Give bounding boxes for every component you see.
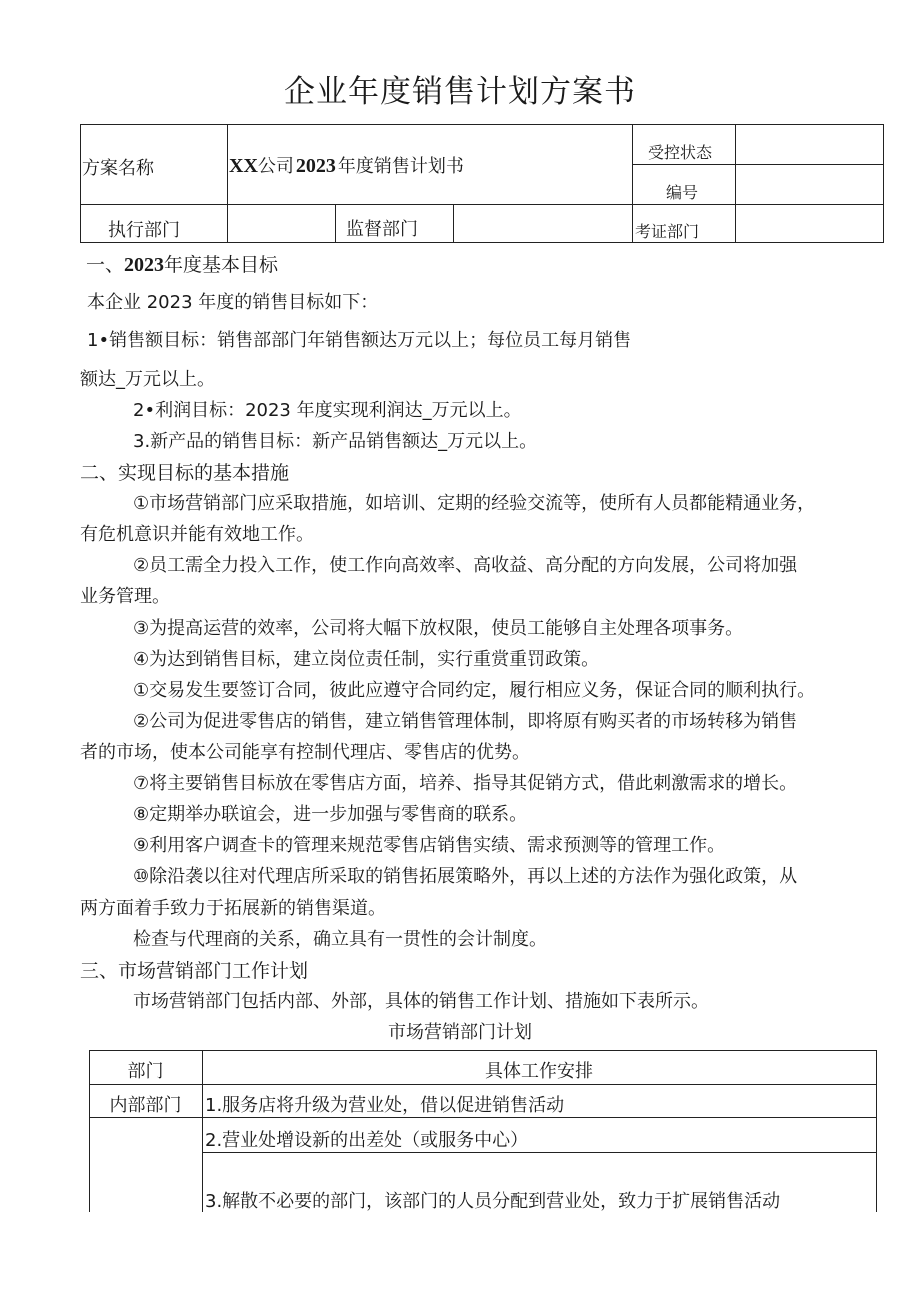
section3-intro: 市场营销部门包括内部、外部，具体的销售工作计划、措施如下表所示。 [133, 991, 709, 1012]
section1-item1-line1: 1•销售额目标：销售部部门年销售额达万元以上；每位员工每月销售 [87, 330, 632, 351]
row2-work: 2.营业处增设新的出差处（或服务中心） [205, 1130, 529, 1151]
section1-intro: 本企业 2023 年度的销售目标如下： [87, 292, 379, 313]
col-header-work: 具体工作安排 [485, 1061, 593, 1082]
section1-heading-prefix: 一、 [86, 254, 125, 276]
table-caption: 市场营销部门计划 [388, 1022, 532, 1043]
row1-dept: 内部部门 [109, 1095, 182, 1116]
table-divider [735, 124, 736, 243]
table-border-top [80, 124, 884, 125]
table-divider [453, 204, 454, 243]
plan-name-value [229, 152, 464, 178]
verify-dept-label: 考证部门 [635, 222, 700, 241]
section1-item2: 2•利润目标：2023 年度实现利润达_万元以上。 [133, 400, 522, 421]
section1-item1-line2: 额达_万元以上。 [80, 369, 215, 390]
table-border-right [876, 1050, 877, 1212]
section2-p4: ④为达到销售目标，建立岗位责任制，实行重赏重罚政策。 [133, 649, 600, 670]
number-label: 编号 [666, 183, 699, 202]
table-divider [202, 1152, 877, 1153]
section1-heading [86, 254, 278, 276]
table-border-bottom [80, 242, 884, 243]
section2-p11: 检查与代理商的关系，确立具有一贯性的会计制度。 [133, 929, 547, 950]
plan-name-suffix: 年度销售计划书 [337, 156, 464, 177]
section2-p10-line1: ⑩除沿袭以往对代理店所采取的销售拓展策略外，再以上述的方法作为强化政策，从 [133, 866, 798, 887]
table-divider [89, 1084, 877, 1085]
table-border-top [89, 1050, 877, 1051]
section2-p7: ⑦将主要销售目标放在零售店方面，培养、指导其促销方式，借此刺激需求的增长。 [133, 773, 798, 794]
col-header-dept: 部门 [127, 1061, 164, 1082]
exec-dept-label: 执行部门 [108, 220, 180, 241]
plan-name-mid: 公司 [257, 156, 294, 177]
control-status-label: 受控状态 [648, 143, 713, 162]
section1-heading-year: 2023 [124, 254, 165, 276]
section2-p5: ①交易发生要签订合同，彼此应遵守合同约定，履行相应义务，保证合同的顺利执行。 [133, 680, 816, 701]
header-table [80, 124, 884, 243]
supervise-dept-label: 监督部门 [346, 219, 418, 240]
section2-p10-line2: 两方面着手致力于拓展新的销售渠道。 [80, 898, 386, 919]
table-border-left [80, 124, 81, 243]
table-divider [227, 124, 228, 243]
section1-item3: 3.新产品的销售目标：新产品销售额达_万元以上。 [133, 431, 538, 452]
table-divider [632, 164, 884, 165]
section1-heading-suffix: 年度基本目标 [164, 254, 279, 276]
table-divider [80, 204, 884, 205]
plan-name-label: 方案名称 [82, 158, 154, 179]
section2-p3: ③为提高运营的效率，公司将大幅下放权限，使员工能够自主处理各项事务。 [133, 618, 744, 639]
table-border-right [883, 124, 884, 243]
section2-p2-line1: ②员工需全力投入工作，使工作向高效率、高收益、高分配的方向发展，公司将加强 [133, 555, 798, 576]
section2-p8: ⑧定期举办联谊会，进一步加强与零售商的联系。 [133, 804, 528, 825]
section2-p1-line1: ①市场营销部门应采取措施，如培训、定期的经验交流等，使所有人员都能精通业务， [133, 493, 816, 514]
plan-name-prefix: XX [229, 155, 258, 177]
row3-work: 3.解散不必要的部门，该部门的人员分配到营业处，致力于扩展销售活动 [205, 1191, 781, 1212]
section2-p6-line2: 者的市场，使本公司能享有控制代理店、零售店的优势。 [80, 742, 530, 763]
section2-p6-line1: ②公司为促进零售店的销售，建立销售管理体制，即将原有购买者的市场转移为销售 [133, 711, 798, 732]
table-divider [632, 124, 633, 243]
row1-work: 1.服务店将升级为营业处，借以促进销售活动 [205, 1095, 565, 1116]
table-divider [335, 204, 336, 243]
section2-p9: ⑨利用客户调查卡的管理来规范零售店销售实绩、需求预测等的管理工作。 [133, 835, 726, 856]
document-title: 企业年度销售计划方案书 [284, 74, 636, 110]
section2-heading: 二、实现目标的基本措施 [80, 462, 290, 484]
section2-p1-line2: 有危机意识并能有效地工作。 [80, 524, 314, 545]
section2-p2-line2: 业务管理。 [80, 586, 170, 607]
plan-name-year: 2023 [295, 155, 336, 177]
section3-heading: 三、市场营销部门工作计划 [80, 960, 309, 982]
table-divider [89, 1117, 877, 1118]
